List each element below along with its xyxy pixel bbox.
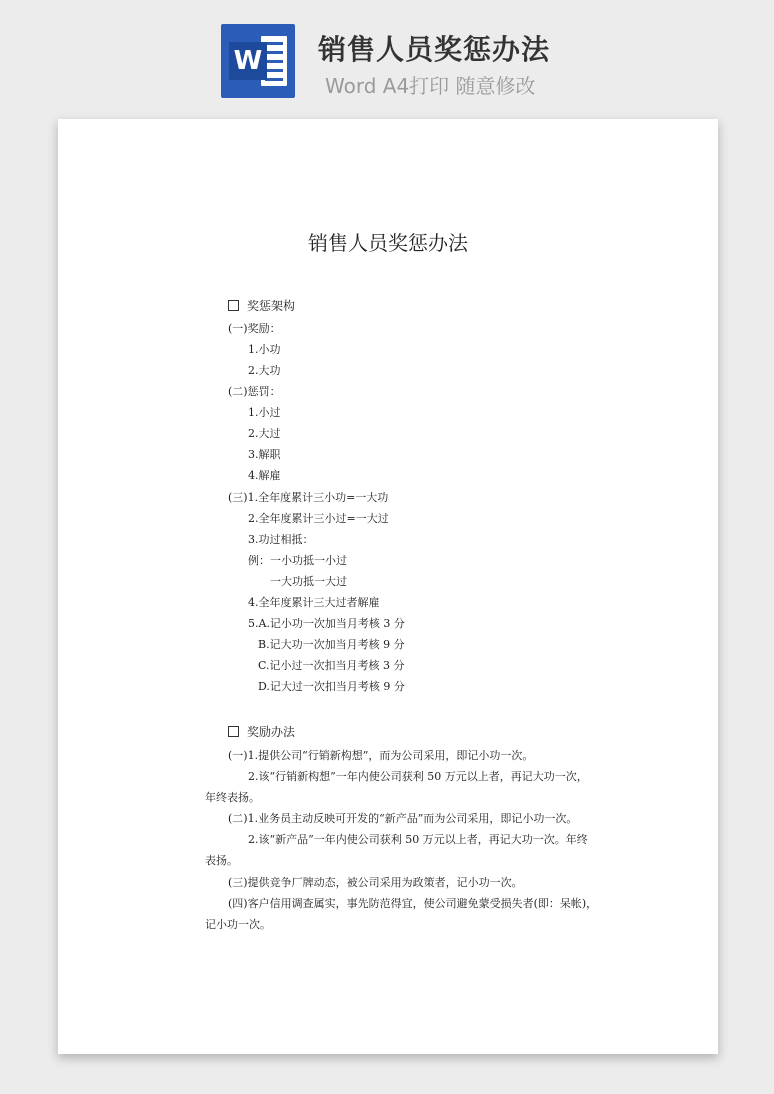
document-title: 销售人员奖惩办法: [308, 231, 468, 255]
list-item: 4.解雇: [248, 469, 281, 482]
list-item: 4.全年度累计三大过者解雇: [248, 596, 380, 609]
list-item: D.记大过一次扣当月考核 9 分: [258, 680, 405, 693]
paragraph-line: (二)1.业务员主动反映可开发的“新产品”而为公司采用，即记小功一次。: [228, 812, 578, 825]
list-item: 2.大功: [248, 364, 281, 377]
list-item: 3.解职: [248, 448, 281, 461]
list-item: 2.全年度累计三小过=一大过: [248, 512, 389, 525]
paragraph-line: 年终表扬。: [205, 791, 260, 804]
banner-subtitle: Word A4打印 随意修改: [325, 74, 536, 98]
paragraph-line: (四)客户信用调查属实，事先防范得宜，使公司避免蒙受损失者(即：呆帐)，: [228, 897, 598, 910]
checkbox-icon: [228, 300, 239, 311]
list-item: (三)1.全年度累计三小功=一大功: [228, 491, 389, 504]
list-item: B.记大功一次加当月考核 9 分: [258, 638, 405, 651]
document-page: [58, 119, 718, 1054]
paragraph-line: (一)1.提供公司“行销新构想”，而为公司采用，即记小功一次。: [228, 749, 534, 762]
banner: [0, 0, 774, 118]
list-item: 2.大过: [248, 427, 281, 440]
section-heading-1: 奖惩架构: [228, 299, 295, 313]
section-heading-2: 奖励办法: [228, 725, 295, 739]
word-icon: [221, 24, 295, 98]
list-item: 3.功过相抵：: [248, 533, 314, 546]
list-item: 1.小过: [248, 406, 281, 419]
list-item: 5.A.记小功一次加当月考核 3 分: [248, 617, 405, 630]
paragraph-line: 2.该“行销新构想”一年内使公司获利 50 万元以上者，再记大功一次，: [248, 770, 588, 783]
banner-title: 销售人员奖惩办法: [318, 33, 551, 66]
list-item: 例：一小功抵一小过: [248, 554, 347, 567]
list-item: (二)惩罚：: [228, 385, 281, 398]
list-item: (一)奖励：: [228, 322, 281, 335]
list-item: 1.小功: [248, 343, 281, 356]
word-letter: W: [229, 42, 267, 80]
paragraph-line: 2.该“新产品”一年内使公司获利 50 万元以上者，再记大功一次。年终: [248, 833, 588, 846]
paragraph-line: (三)提供竞争厂牌动态，被公司采用为政策者，记小功一次。: [228, 876, 523, 889]
paragraph-line: 表扬。: [205, 854, 238, 867]
list-item: C.记小过一次扣当月考核 3 分: [258, 659, 405, 672]
checkbox-icon: [228, 726, 239, 737]
list-item: 一大功抵一大过: [270, 575, 347, 588]
paragraph-line: 记小功一次。: [205, 918, 271, 931]
